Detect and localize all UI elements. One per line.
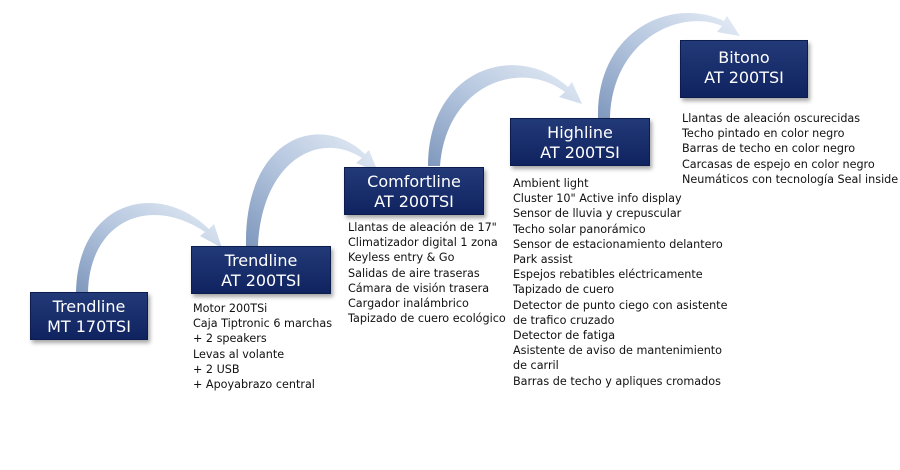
feature-item: Climatizador digital 1 zona [348,236,498,250]
feature-item: Keyless entry & Go [348,251,455,265]
feature-item: Detector de punto ciego con asistente [513,298,728,312]
feature-item: Tapizado de cuero ecológico [348,312,506,326]
feature-item: Techo pintado en color negro [682,127,845,141]
feature-item: Caja Tiptronic 6 marchas [193,317,333,331]
features-bitono [682,111,898,187]
level-version: MT 170TSI [47,317,131,336]
feature-item: Detector de fatiga [513,329,616,343]
level-box-bitono [680,40,808,98]
feature-item: Ambient light [513,177,589,190]
feature-item: + 2 speakers [193,332,267,346]
features-trendline-at [193,301,332,392]
level-name: Trendline [52,297,126,316]
feature-item: Neumáticos con tecnología Seal inside [682,172,899,186]
feature-item: de trafico cruzado [513,313,615,327]
feature-item: de carril [513,359,559,373]
feature-item: Motor 200TSi [193,302,268,315]
feature-item: Llantas de aleación oscurecidas [682,112,861,125]
level-box-comfortline [344,167,484,215]
feature-item: Sensor de lluvia y crepuscular [513,207,682,221]
level-name: Comfortline [367,172,461,191]
level-name: Trendline [224,251,298,270]
level-version: AT 200TSI [221,271,301,290]
level-box-trendline-at [191,246,331,294]
feature-item: Espejos rebatibles eléctricamente [513,268,703,282]
features-highline [513,176,727,389]
feature-item: Levas al volante [193,347,285,361]
feature-item: Barras de techo en color negro [682,142,856,156]
feature-item: Llantas de aleación de 17" [348,221,497,234]
level-version: AT 200TSI [540,143,620,162]
level-version: AT 200TSI [374,192,454,211]
feature-item: Salidas de aire traseras [348,266,480,280]
feature-item: + 2 USB [193,362,240,376]
feature-item: Cargador inalámbrico [348,297,469,311]
feature-item: Asistente de aviso de mantenimiento [513,344,723,358]
feature-item: Cluster 10" Active info display [513,192,682,206]
feature-item: + Apoyabrazo central [193,378,315,392]
level-box-highline [510,118,650,166]
feature-item: Techo solar panorámico [513,222,646,236]
feature-item: Sensor de estacionamiento delantero [513,237,723,251]
level-version: AT 200TSI [704,68,784,87]
level-name: Highline [547,123,613,142]
feature-item: Tapizado de cuero [513,283,615,297]
level-box-trendline-mt [30,292,148,340]
level-name: Bitono [718,48,770,67]
feature-item: Park assist [513,253,573,267]
feature-item: Carcasas de espejo en color negro [682,157,875,171]
feature-item: Barras de techo y apliques cromados [513,374,721,388]
features-comfortline [348,220,506,326]
feature-item: Cámara de visión trasera [348,281,490,295]
